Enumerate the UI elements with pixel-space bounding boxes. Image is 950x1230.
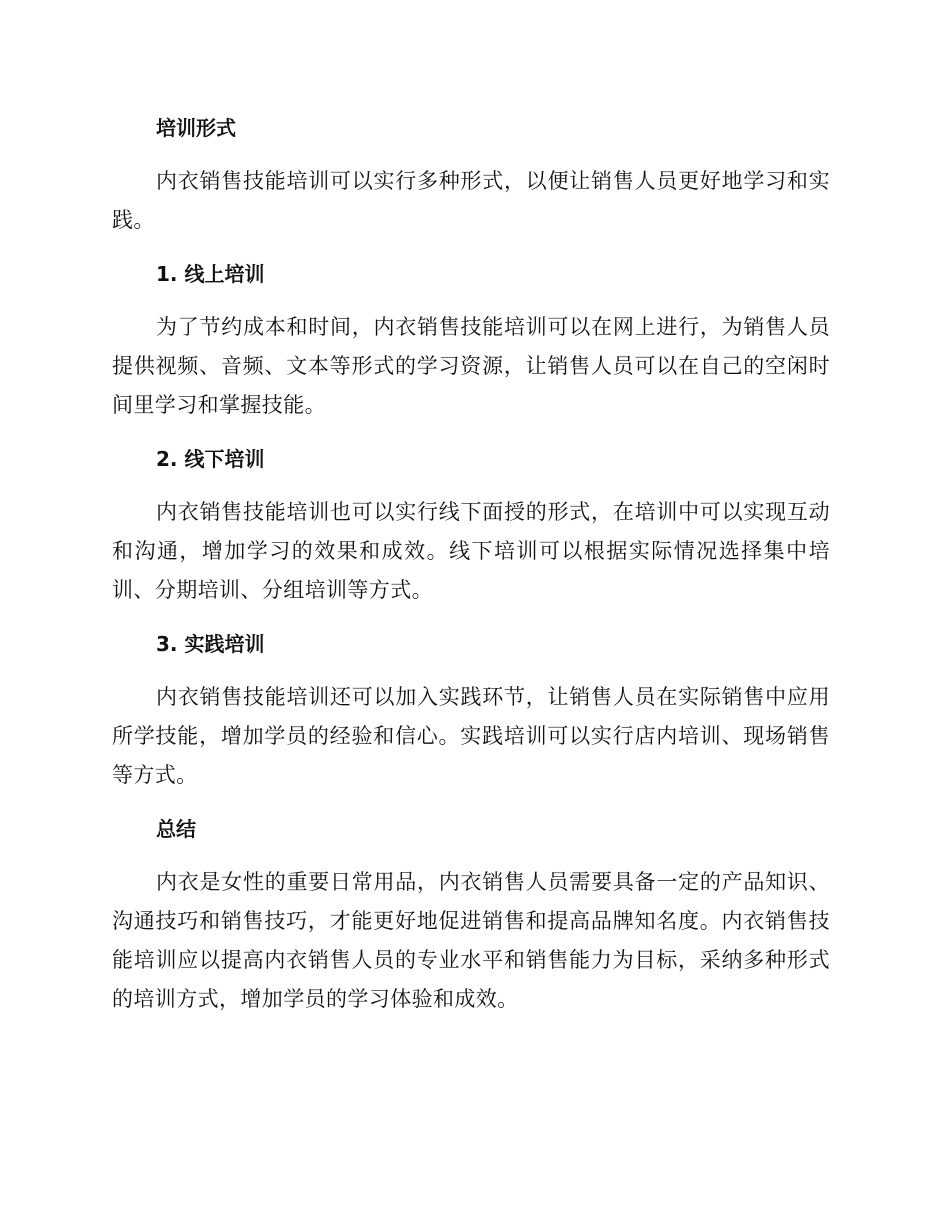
section-heading-online-training: 1. 线上培训 [156,262,265,286]
section-heading-training-forms: 培训形式 [156,116,236,140]
section-body-online-training: 为了节约成本和时间，内衣销售技能培训可以在网上进行，为销售人员提供视频、音频、文本等形式的学习资源，让销售人员可以在自己的空闲时间里学习和掌握技能。 [112,315,830,417]
section-heading-practice-training: 3. 实践培训 [156,632,265,656]
section-body-offline-training: 内衣销售技能培训也可以实行线下面授的形式，在培训中可以实现互动和沟通，增加学习的效果和成效。线下培训可以根据实际情况选择集中培训、分期培训、分组培训等方式。 [112,500,830,602]
section-body-practice-training: 内衣销售技能培训还可以加入实践环节，让销售人员在实际销售中应用所学技能，增加学员的经验和信心。实践培训可以实行店内培训、现场销售等方式。 [112,685,830,787]
section-heading-offline-training: 2. 线下培训 [156,447,265,471]
section-body-training-forms: 内衣销售技能培训可以实行多种形式，以便让销售人员更好地学习和实践。 [112,169,830,232]
section-heading-summary: 总结 [156,817,196,841]
section-body-summary: 内衣是女性的重要日常用品，内衣销售人员需要具备一定的产品知识、沟通技巧和销售技巧，才能更好地促进销售和提高品牌知名度。内衣销售技能培训应以提高内衣销售人员的专业水平和销售能力为目标，采纳多种形式的培训方式，增加学员的学习体验和成效。 [112,870,830,1011]
